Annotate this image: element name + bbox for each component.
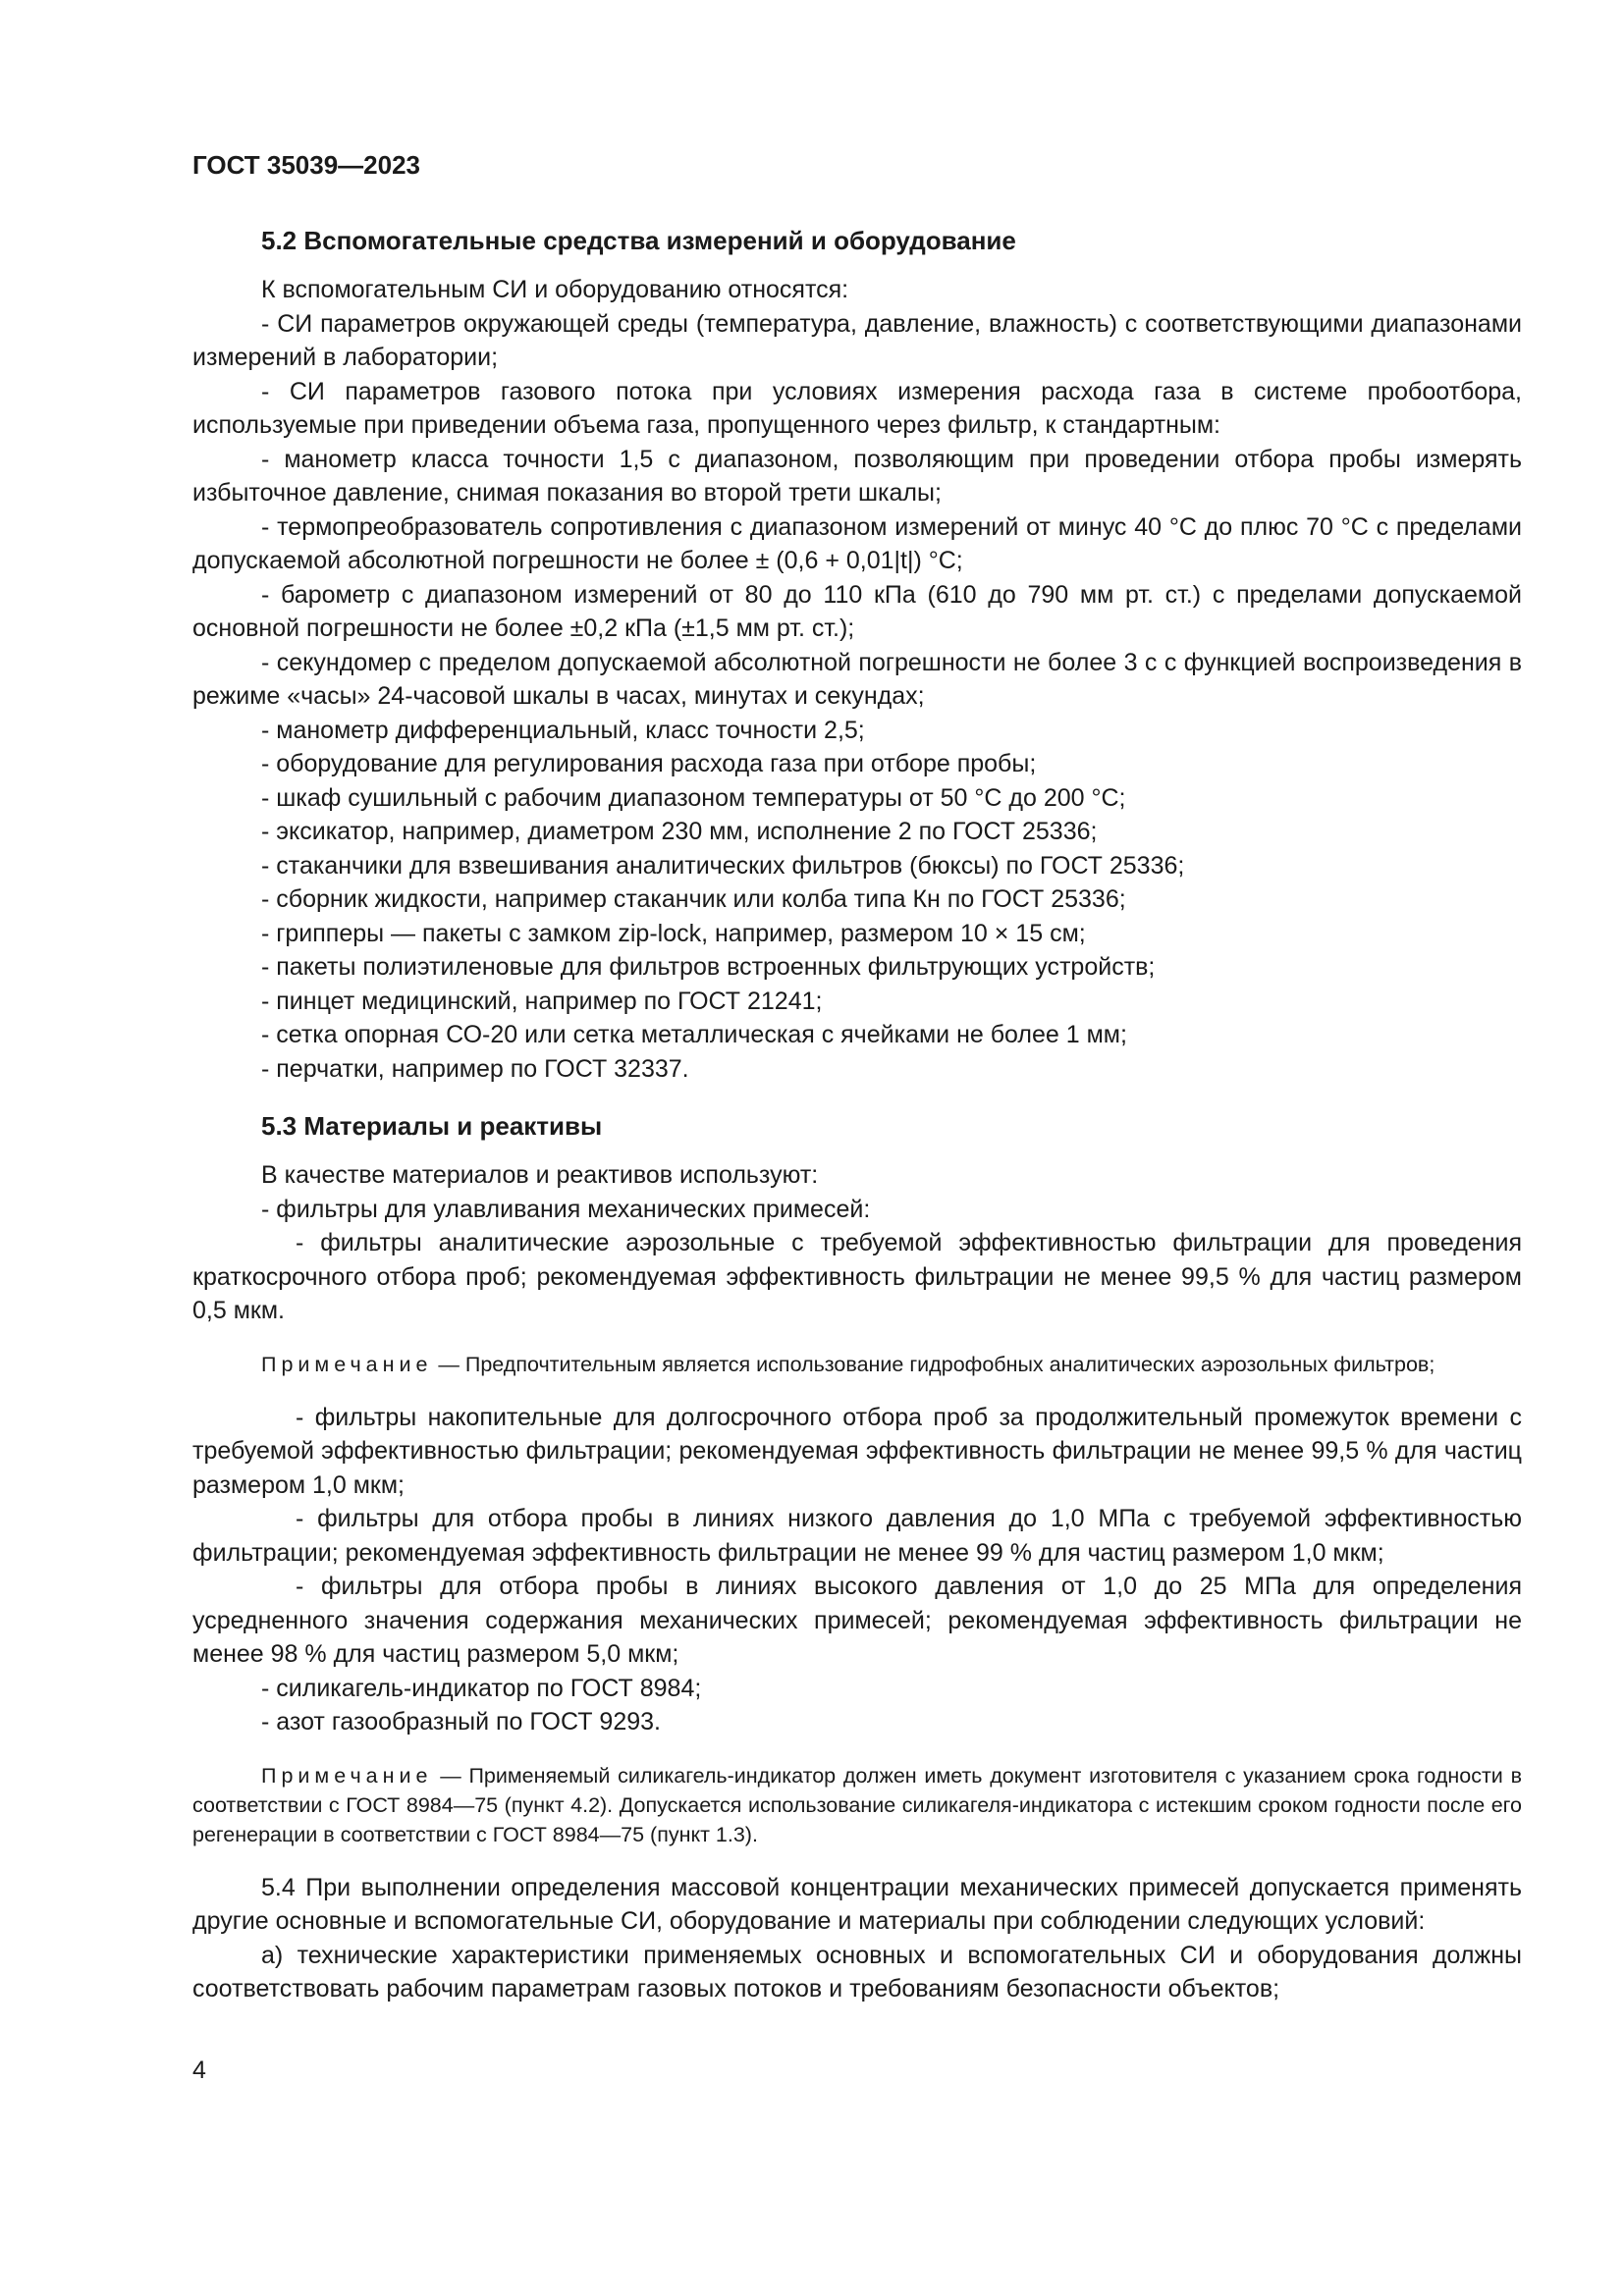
list-item: - сетка опорная СО-20 или сетка металлическая с ячейками не более 1 мм;	[261, 1021, 1127, 1048]
list-item: - перчатки, например по ГОСТ 32337.	[261, 1054, 689, 1083]
note	[192, 1350, 1522, 1379]
list-item: - оборудование для регулирования расхода газа при отборе пробы;	[261, 750, 1037, 777]
note-label: Примечание	[261, 1763, 433, 1788]
list-item: - пакеты полиэтиленовые для фильтров встроенных фильтрующих устройств;	[261, 953, 1156, 981]
sub-list-item: - фильтры для отбора пробы в линиях низкого давления до 1,0 МПа с требуемой эффективностью фильтрации; рекомендуемая эффективность фильтрации не менее 99 % для частиц размером 1,0 мкм;	[192, 1505, 1522, 1567]
list-item: - манометр класса точности 1,5 с диапазоном, позволяющим при проведении отбора пробы измерять избыточное давление, снимая показания во второй трети шкалы;	[192, 445, 1522, 507]
paragraph: В качестве материалов и реактивов используют:	[261, 1161, 819, 1189]
list-item: - СИ параметров окружающей среды (температура, давление, влажность) с соответствующими диапазонами измерений в лаборатории;	[192, 309, 1522, 371]
list-item: - барометр с диапазоном измерений от 80 до 110 кПа (610 до 790 мм рт. ст.) с пределами допускаемой основной погрешности не более ±0,2 кПа (±1,5 мм рт. ст.);	[192, 580, 1522, 642]
list-item: а) технические характеристики применяемых основных и вспомогательных СИ и оборудования должны соответствовать рабочим параметрам газовых потоков и требованиям безопасности объектов;	[192, 1941, 1522, 2002]
sub-list-item: - фильтры накопительные для долгосрочного отбора проб за продолжительный промежуток времени с требуемой эффективностью фильтрации; рекомендуемая эффективность фильтрации не менее 99,5 % для частиц размером 1,0 мкм;	[192, 1403, 1522, 1499]
list-item: - СИ параметров газового потока при условиях измерения расхода газа в системе пробоотбора, используемые при приведении объема газа, пропущенного через фильтр, к стандартным:	[192, 377, 1522, 439]
note	[192, 1761, 1522, 1849]
list-item: - сборник жидкости, например стаканчик или колба типа Кн по ГОСТ 25336;	[261, 885, 1126, 913]
document-header: ГОСТ 35039—2023	[192, 150, 420, 180]
list-item: - секундомер с пределом допускаемой абсолютной погрешности не более 3 с с функцией воспроизведения в режиме «часы» 24-часовой шкалы в часах, минутах и секундах;	[192, 648, 1522, 710]
note-label: Примечание	[261, 1352, 433, 1376]
list-item: - эксикатор, например, диаметром 230 мм, исполнение 2 по ГОСТ 25336;	[261, 818, 1098, 845]
paragraph: 5.4 При выполнении определения массовой концентрации механических примесей допускается применять другие основные и вспомогательные СИ, оборудование и материалы при соблюдении следующих условий:	[192, 1873, 1522, 1935]
section-5-3-title: 5.3 Материалы и реактивы	[261, 1111, 603, 1141]
note-text: — Применяемый силикагель-индикатор должен иметь документ изготовителя с указанием срока годности в соответствии с ГОСТ 8984—75 (пункт 4.2). Допускается использование силикагеля-индикатора с истекшим сроком годности после его регенерации в соответствии с ГОСТ 8984—75 (пункт 1.3).	[192, 1763, 1522, 1846]
page-number: 4	[192, 2056, 206, 2084]
list-item: - термопреобразователь сопротивления с диапазоном измерений от минус 40 °С до плюс 70 °С с пределами допускаемой абсолютной погрешности не более ± (0,6 + 0,01|t|) °С;	[192, 512, 1522, 574]
sub-list-item: - фильтры аналитические аэрозольные с требуемой эффективностью фильтрации для проведения краткосрочного отбора проб; рекомендуемая эффективность фильтрации не менее 99,5 % для частиц размером 0,5 мкм.	[192, 1229, 1522, 1324]
section-5-2-title: 5.2 Вспомогательные средства измерений и оборудование	[261, 226, 1016, 255]
list-item: - стаканчики для взвешивания аналитических фильтров (бюксы) по ГОСТ 25336;	[261, 851, 1185, 880]
list-item: - фильтры для улавливания механических примесей:	[261, 1195, 871, 1223]
list-item: - пинцет медицинский, например по ГОСТ 21241;	[261, 987, 823, 1015]
list-item: - силикагель-индикатор по ГОСТ 8984;	[261, 1674, 702, 1702]
list-item: - азот газообразный по ГОСТ 9293.	[261, 1708, 661, 1735]
paragraph: К вспомогательным СИ и оборудованию относятся:	[261, 276, 849, 303]
list-item: - манометр дифференциальный, класс точности 2,5;	[261, 716, 865, 744]
sub-list-item: - фильтры для отбора пробы в линиях высокого давления от 1,0 до 25 МПа для определения усредненного значения содержания механических примесей; рекомендуемая эффективность фильтрации не менее 98 % для частиц размером 5,0 мкм;	[192, 1573, 1522, 1668]
note-text: — Предпочтительным является использование гидрофобных аналитических аэрозольных фильтров;	[432, 1352, 1435, 1376]
list-item: - шкаф сушильный с рабочим диапазоном температуры от 50 °С до 200 °С;	[261, 783, 1126, 812]
document-page	[192, 147, 1522, 2006]
list-item: - грипперы — пакеты с замком zip-lock, например, размером 10 × 15 см;	[261, 919, 1086, 947]
